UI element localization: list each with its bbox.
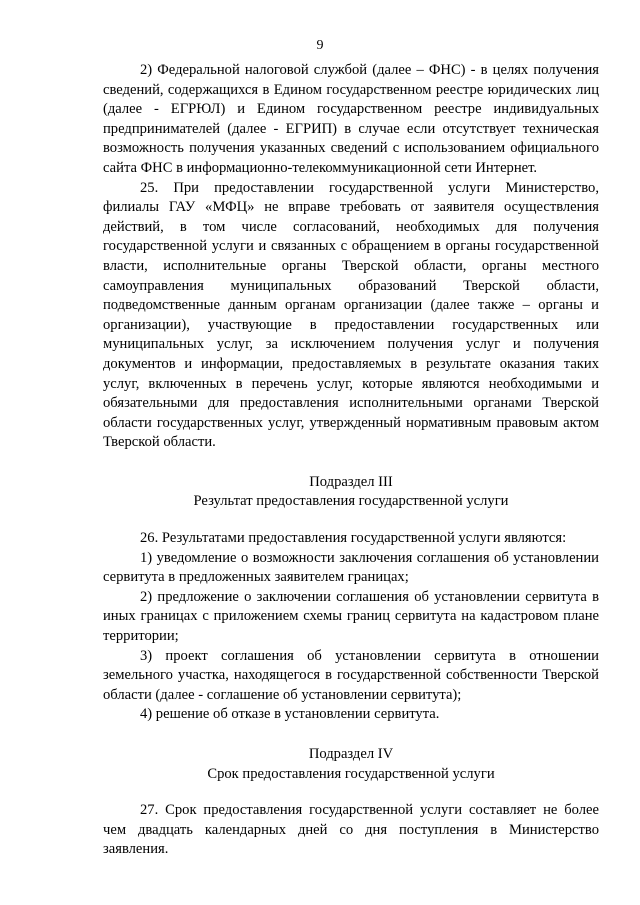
paragraph-27: 27. Срок предоставления государственной услуги составляет не более чем двадцать календарных дней со дня поступления в Министерство заявления. bbox=[103, 802, 599, 858]
section-4-label: Подраздел IV bbox=[308, 746, 394, 762]
list-item-2: 2) предложение о заключении соглашения об установлении сервитута в иных границах с приложением схемы границ сервитута на кадастровом плане территории; bbox=[103, 588, 599, 645]
paragraph-fns: 2) Федеральной налоговой службой (далее – ФНС) - в целях получения сведений, содержащихся в Едином государственном реестре юридических лиц (далее - ЕГРЮЛ) и Едином государственном реестре индивидуальных предпринимателей (далее - ЕГРИП) в случае если отсутствует техническая возможность получения указанных сведений с использованием официального сайта ФНС в информационно-телекоммуникационной сети Интернет. bbox=[103, 62, 599, 176]
list-item-4: 4) решение об отказе в установлении сервитута. bbox=[140, 706, 440, 723]
paragraph-25: 25. При предоставлении государственной услуги Министерство, филиалы ГАУ «МФЦ» не вправе требовать от заявителя осуществления действий, в том числе согласований, необходимых для получения государственной услуги и связанных с обращением в органы государственной власти, исполнительные органы Тверской области, органы местного самоуправления муниципальных образований Тверской области, подведомственные данным органам организации (далее также – органы и организации), участвующие в предоставлении государственных или муниципальных услуг, за исключением получения услуг и получения документов и информации, предоставляемых в результате оказания таких услуг, включенных в перечень услуг, которые являются необходимыми и обязательными для предоставления исполнительными органами Тверской области государственных услуг, утвержденный нормативным правовым актом Тверской области. bbox=[103, 179, 599, 451]
section-3-title: Результат предоставления государственной услуги bbox=[193, 493, 509, 510]
page-number: 9 bbox=[316, 38, 324, 53]
list-item-3: 3) проект соглашения об установлении сервитута в отношении земельного участка, находящегося в государственной собственности Тверской области (далее - соглашение об установлении сервитута); bbox=[103, 647, 599, 703]
paragraph-26: 26. Результатами предоставления государственной услуги являются: bbox=[140, 530, 567, 547]
document-body bbox=[103, 61, 599, 860]
section-4-title: Срок предоставления государственной услуги bbox=[207, 765, 495, 782]
list-item-1: 1) уведомление о возможности заключения соглашения об установлении сервитута в предложенных заявителем границах; bbox=[103, 549, 599, 586]
section-3-label: Подраздел III bbox=[309, 473, 393, 490]
